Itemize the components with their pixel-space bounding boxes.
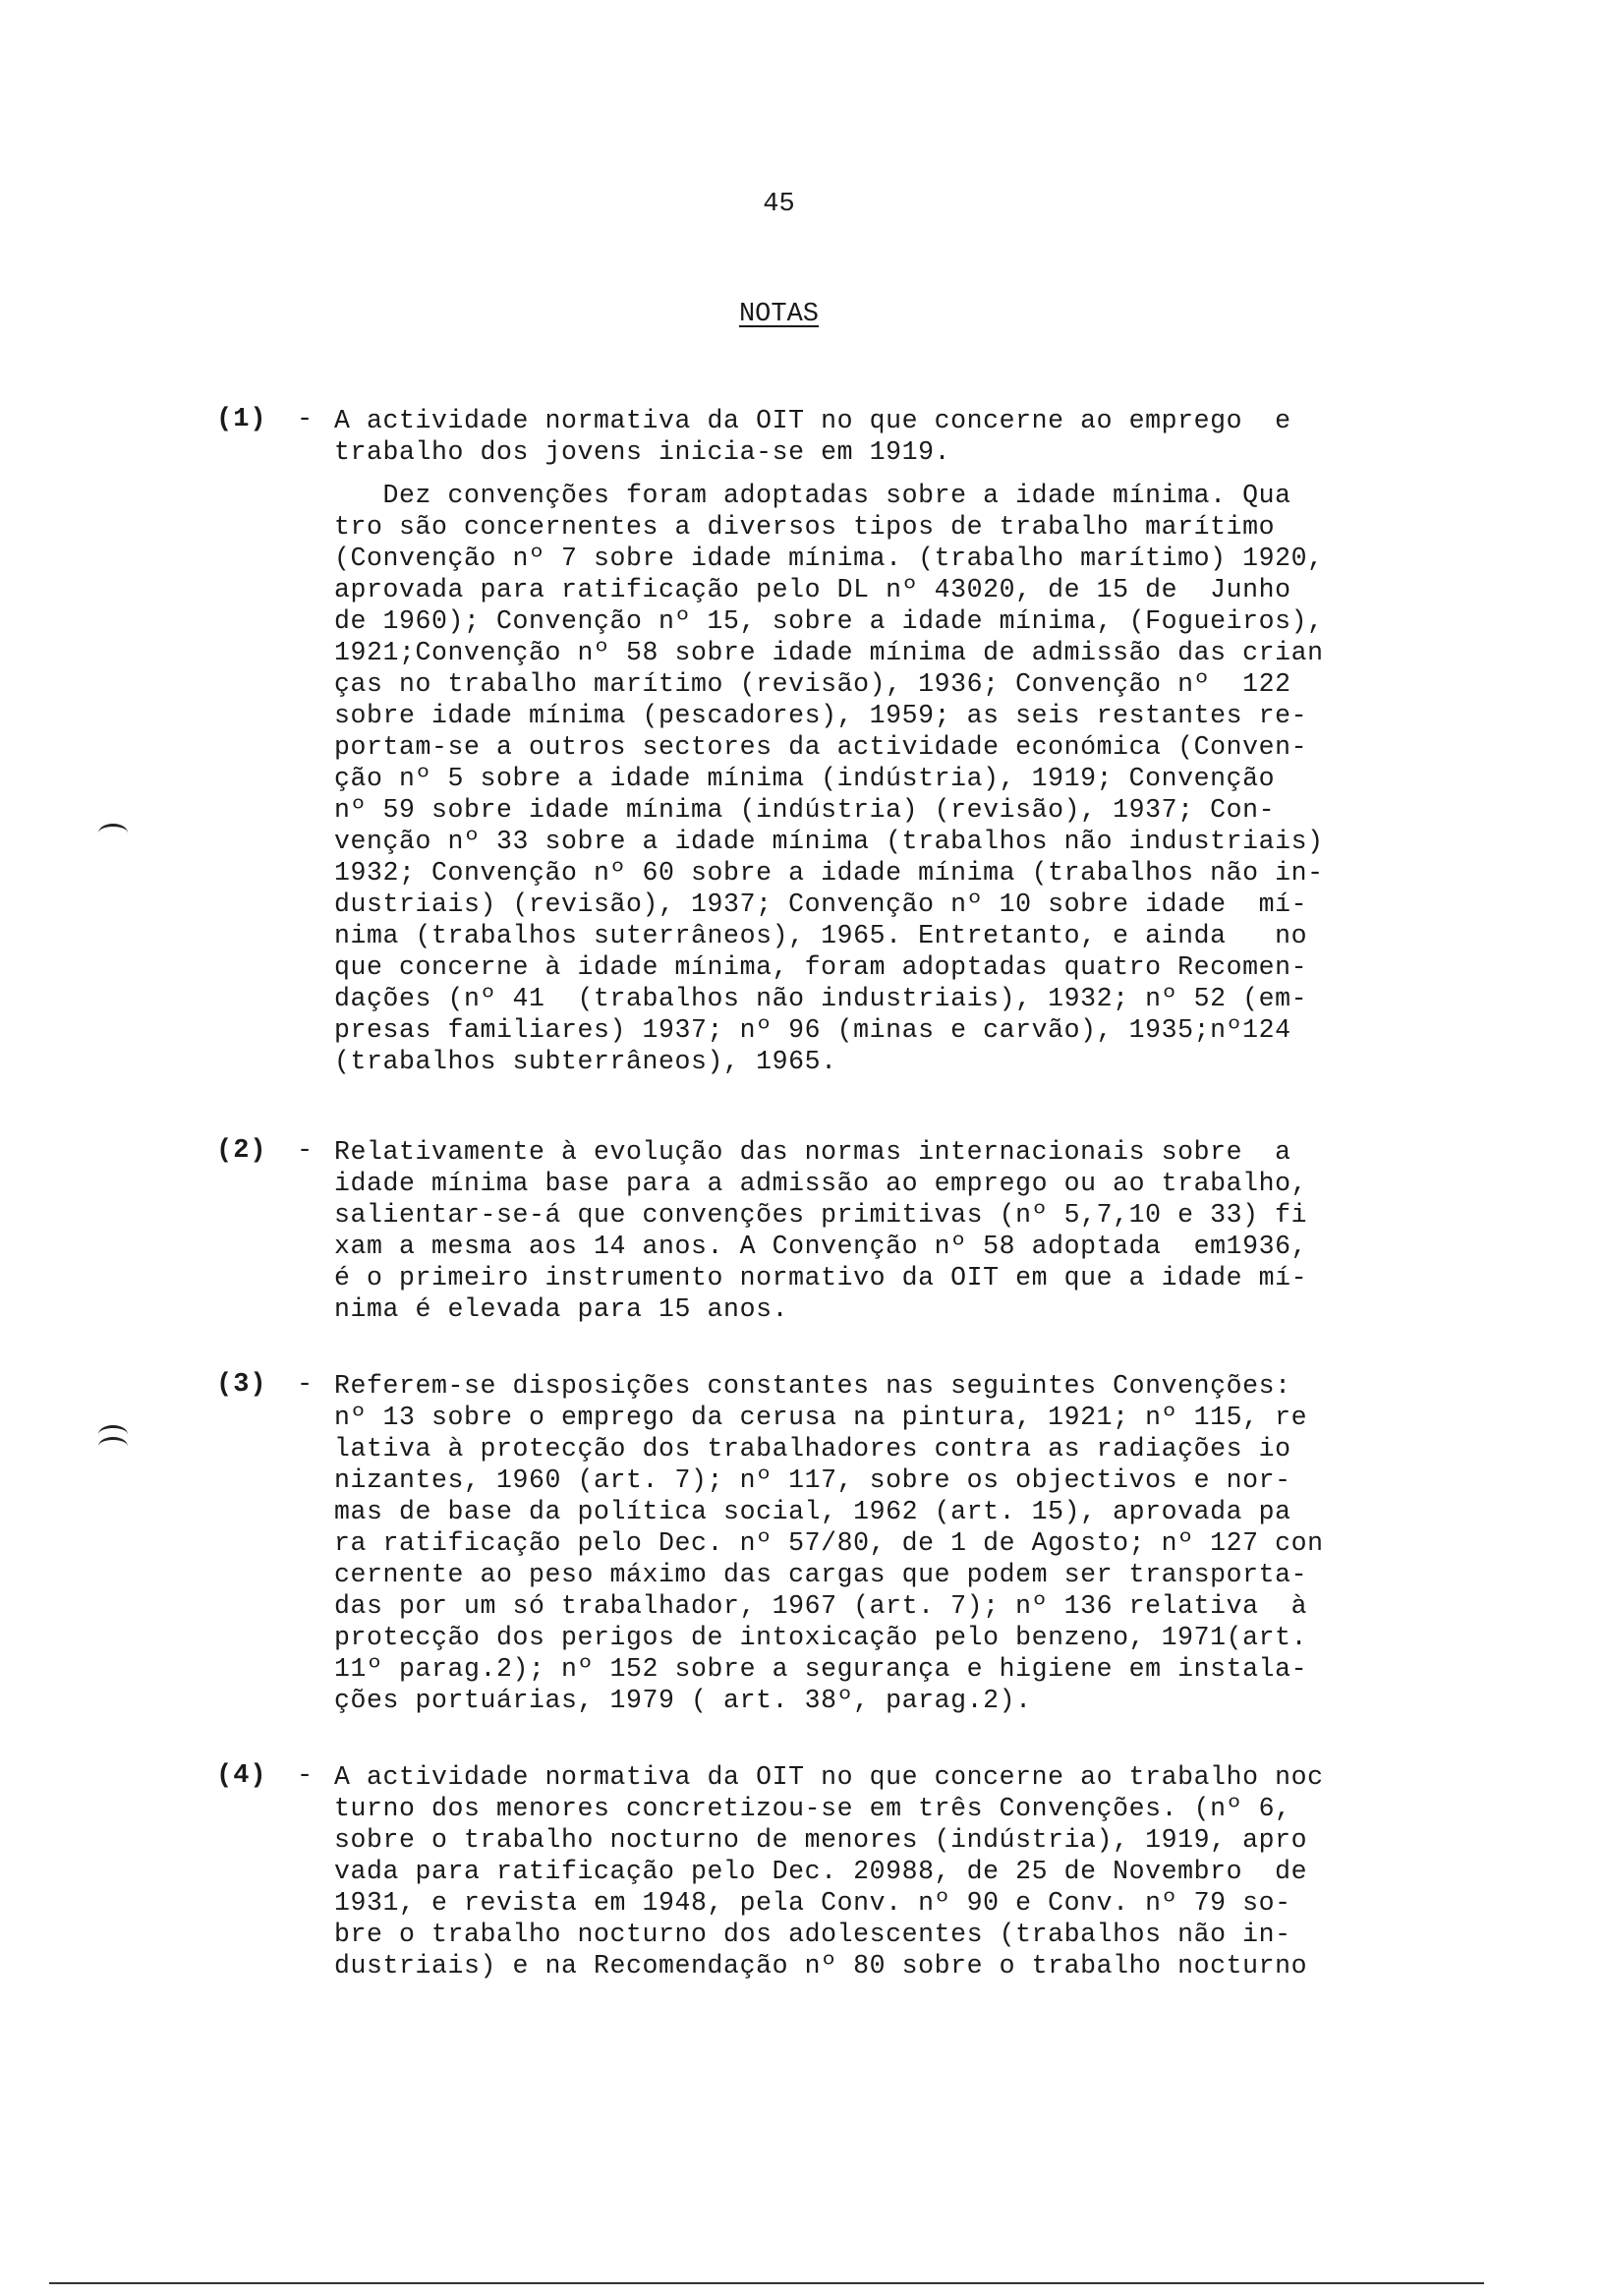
note-paragraph: Relativamente à evolução das normas internacionais sobre a idade mínima base para a admissão ao emprego ou ao trabalho, salientar-se-á que convenções primitivas (nº 5,7,10 e 33) fi xam a mesma aos 14 anos. A Convenção nº 58 adoptada em1936, é o primeiro instrumento normativo da OIT em que a idade mí- nima é elevada para 15 anos.: [334, 1137, 1308, 1324]
note-1: [216, 405, 1514, 1077]
margin-mark: [98, 824, 128, 842]
note-label: (3): [216, 1370, 267, 1400]
note-dash: -: [297, 1761, 314, 1791]
bottom-rule: [49, 2282, 1484, 2284]
note-label: (2): [216, 1136, 267, 1166]
note-dash: -: [297, 405, 314, 434]
note-paragraph: Referem-se disposições constantes nas seguintes Convenções: nº 13 sobre o emprego da cerusa na pintura, 1921; nº 115, re lativa à protecção dos trabalhadores contra as radiações io nizantes, 1960 (art. 7); nº 117, sobre os objectivos e nor- mas de base da política social, 1962 (art. 15), aprovada pa ra ratificação pelo Dec. nº 57/80, de 1 de Agosto; nº 127 con cernente ao peso máximo das cargas que podem ser transporta- das por um só trabalhador, 1967 (art. 7); nº 136 relativa à protecção dos perigos de intoxicação pelo benzeno, 1971(art. 11º parag.2); nº 152 sobre a segurança e higiene em instala- ções portuárias, 1979 ( art. 38º, parag.2).: [334, 1371, 1324, 1715]
note-paragraph: Dez convenções foram adoptadas sobre a idade mínima. Qua tro são concernentes a diversos tipos de trabalho marítimo (Convenção nº 7 sobre idade mínima. (trabalho marítimo) 1920, aprovada para ratificação pelo DL nº 43020, de 15 de Junho de 1960); Convenção nº 15, sobre a idade mínima, (Fogueiros), 1921;Convenção nº 58 sobre idade mínima de admissão das crian ças no trabalho marítimo (revisão), 1936; Convenção nº 122 sobre idade mínima (pescadores), 1959; as seis restantes re- portam-se a outros sectores da actividade económica (Conven- ção nº 5 sobre a idade mínima (indústria), 1919; Convenção nº 59 sobre idade mínima (indústria) (revisão), 1937; Con- venção nº 33 sobre a idade mínima (trabalhos não industriais) 1932; Convenção nº 60 sobre a idade mínima (trabalhos não in- dustriais) (revisão), 1937; Convenção nº 10 sobre idade mí- nima (trabalhos suterrâneos), 1965. Entretanto, e ainda no que concerne à idade mínima, foram adoptadas quatro Recomen- dações (nº 41 (trabalhos não industriais), 1932; nº 52 (em- presas familiares) 1937; nº 96 (minas e carvão), 1935;nº124 (trabalhos subterrâneos), 1965.: [334, 481, 1324, 1076]
note-label: (4): [216, 1761, 267, 1791]
page-heading: [0, 300, 1558, 329]
note-paragraph: A actividade normativa da OIT no que concerne ao emprego e trabalho dos jovens inicia-se em 1919.: [334, 406, 1291, 467]
margin-mark: [98, 1437, 128, 1456]
note-dash: -: [297, 1370, 314, 1400]
heading-text: NOTAS: [738, 300, 819, 329]
note-dash: -: [297, 1136, 314, 1166]
note-paragraph: A actividade normativa da OIT no que concerne ao trabalho noc turno dos menores concretizou-se em três Convenções. (nº 6, sobre o trabalho nocturno de menores (indústria), 1919, apro vada para ratificação pelo Dec. 20988, de 25 de Novembro de 1931, e revista em 1948, pela Conv. nº 90 e Conv. nº 79 so- bre o trabalho nocturno dos adolescentes (trabalhos não in- dustriais) e na Recomendação nº 80 sobre o trabalho nocturno: [334, 1762, 1324, 1980]
page-number: 45: [763, 190, 795, 219]
note-label: (1): [216, 405, 267, 434]
note-4: [216, 1761, 1514, 1981]
note-2: [216, 1136, 1514, 1325]
note-3: [216, 1370, 1514, 1716]
